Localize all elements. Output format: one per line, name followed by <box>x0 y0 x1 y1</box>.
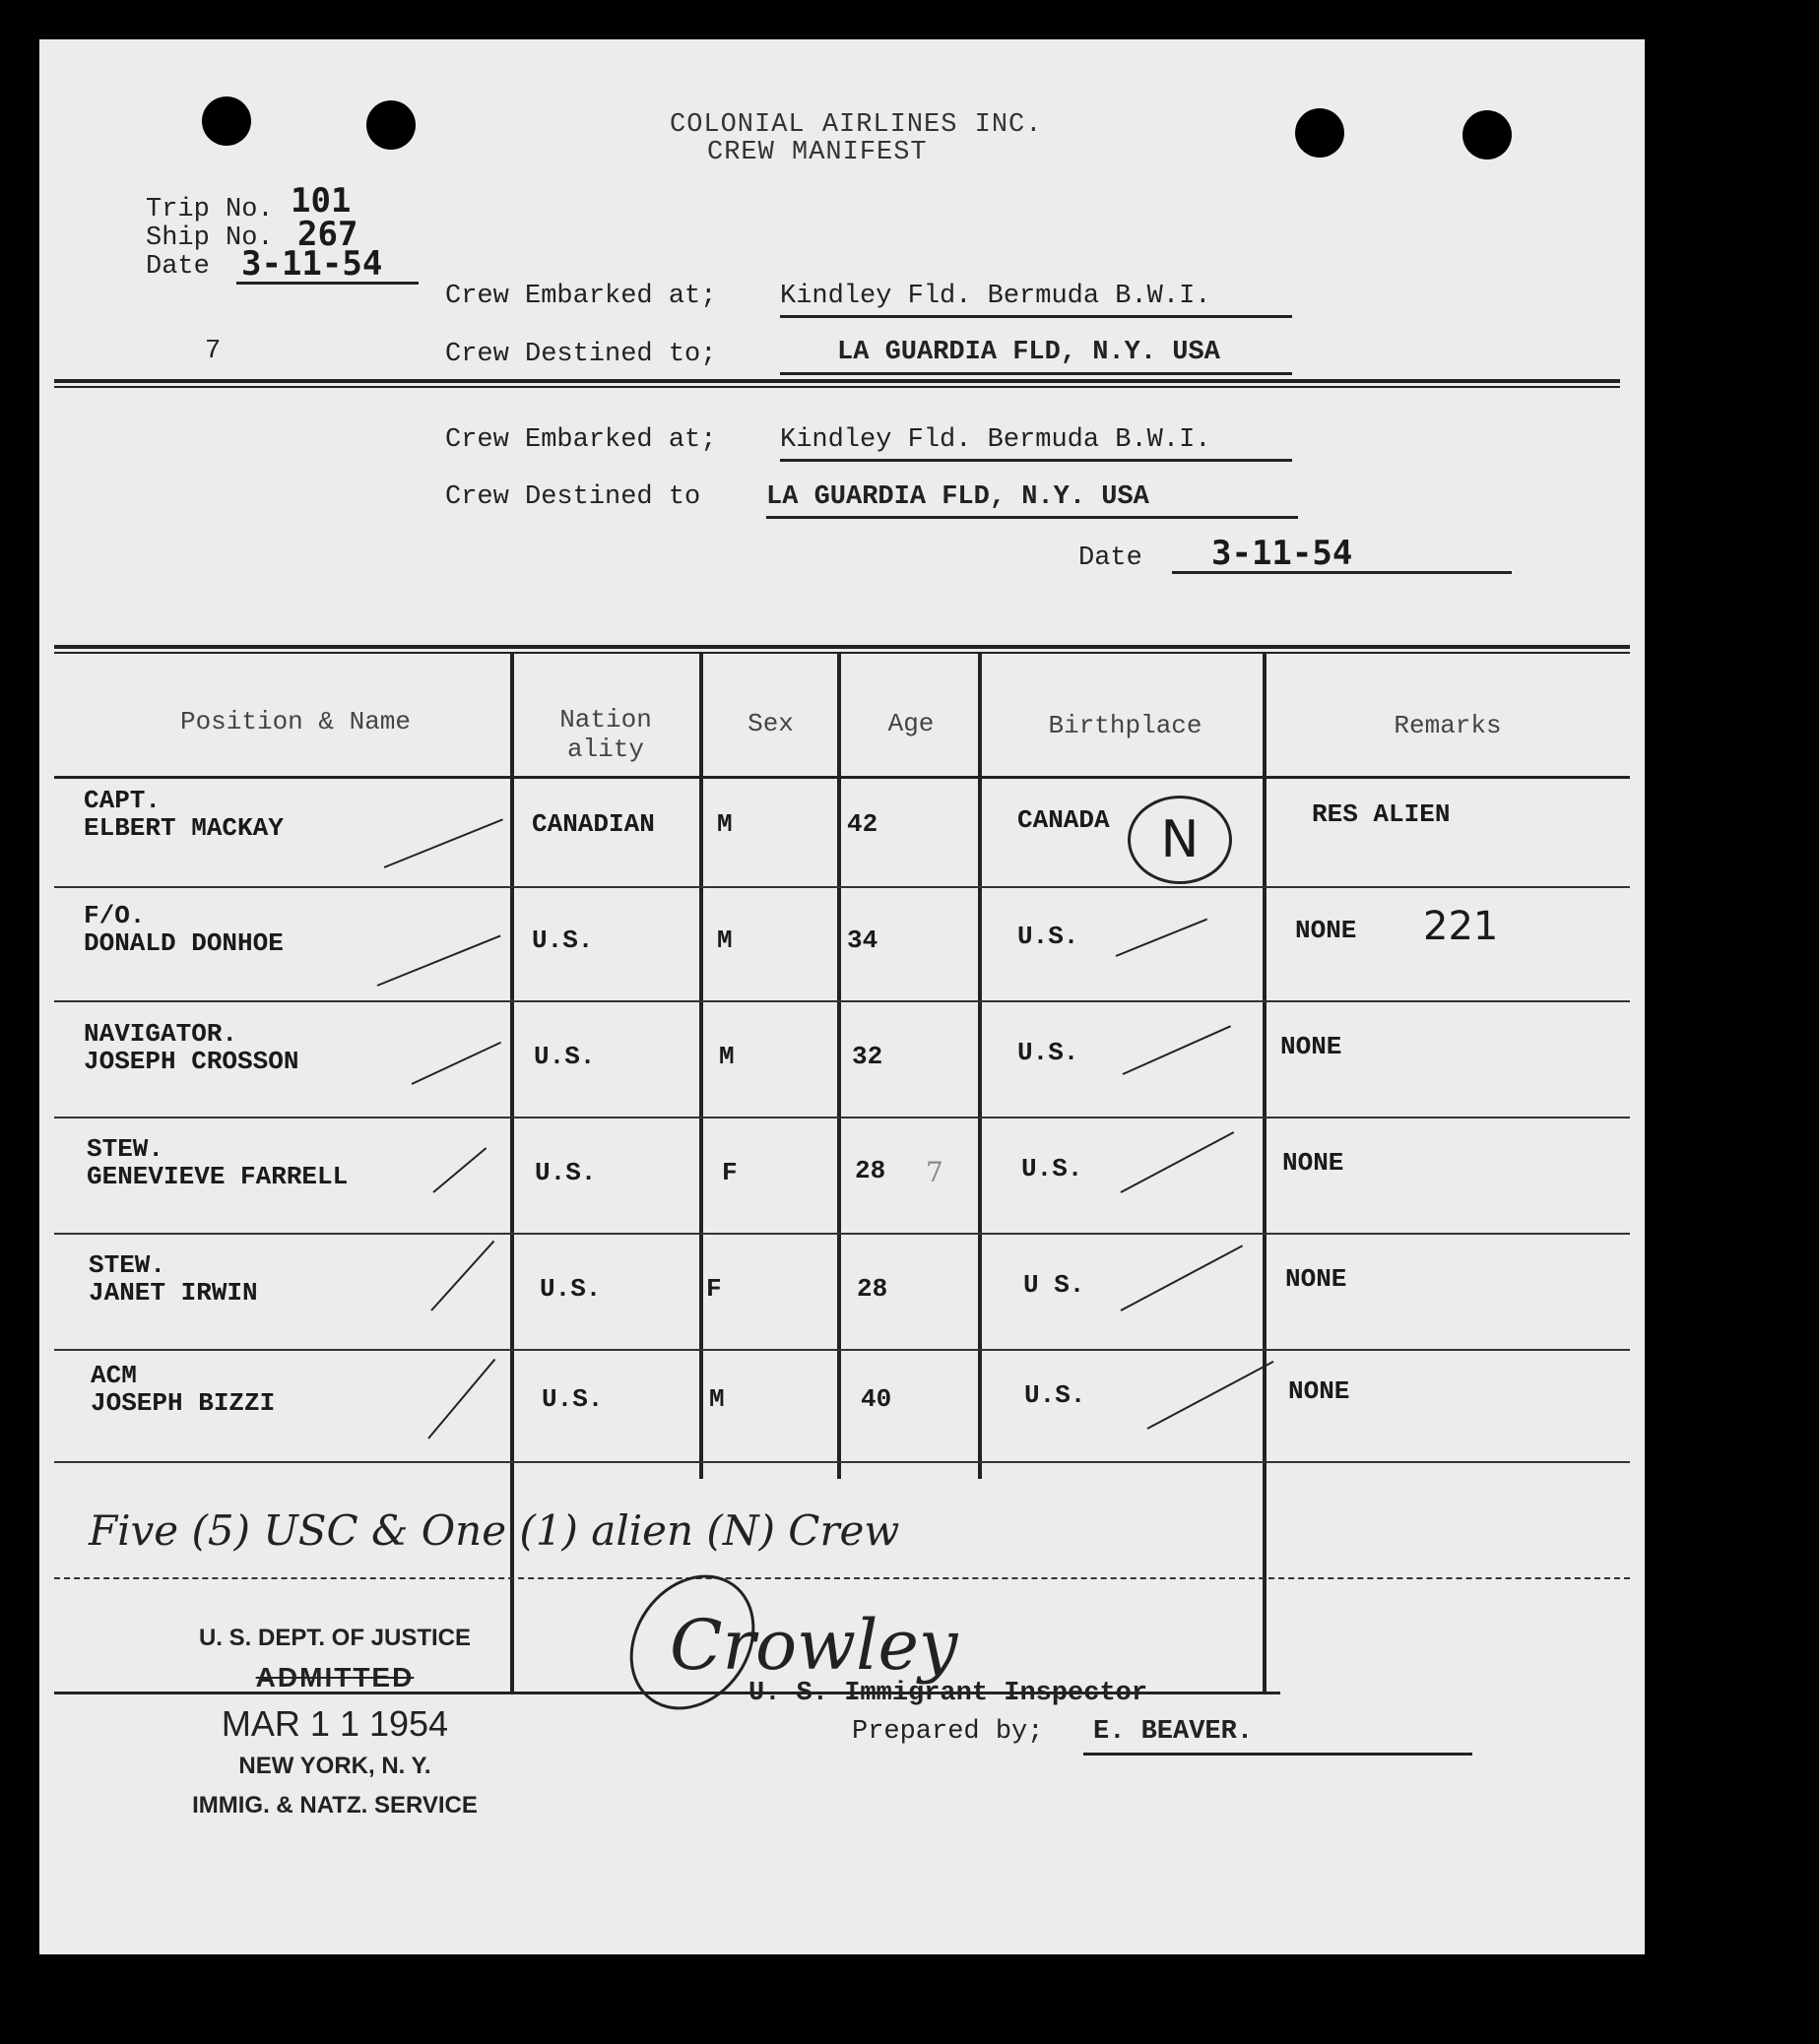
stamp-line-service: IMMIG. & NATZ. SERVICE <box>192 1792 478 1819</box>
trip-date-label: Date <box>146 252 210 282</box>
table-top-rule-2 <box>54 652 1630 654</box>
row-position: NAVIGATOR. <box>84 1019 238 1049</box>
row-remarks: NONE <box>1288 1376 1350 1406</box>
row-nationality: CANADIAN <box>532 809 655 839</box>
prepared-underline <box>1083 1753 1472 1756</box>
separator-rule-1 <box>54 379 1620 383</box>
trip-date: 3-11-54 <box>241 244 383 284</box>
col-header-nationality: Nation ality <box>559 705 652 764</box>
summary-divider <box>54 1577 1630 1579</box>
row-divider <box>54 1233 1630 1235</box>
row-position: CAPT. <box>84 786 162 815</box>
row-sex: M <box>709 1384 725 1414</box>
check-mark <box>1121 1131 1235 1193</box>
circled-n-text: N <box>1160 810 1200 869</box>
check-mark <box>384 818 503 868</box>
row-position: STEW. <box>89 1250 166 1280</box>
row-birthplace: U.S. <box>1021 1154 1083 1183</box>
punch-hole-1 <box>202 96 251 146</box>
prepared-by: E. BEAVER. <box>1093 1717 1254 1747</box>
row-position: STEW. <box>87 1134 164 1164</box>
trip-number: 101 <box>291 181 352 221</box>
row-handwritten-note: 221 <box>1423 904 1499 949</box>
ship-label: Ship No. <box>146 224 274 253</box>
row-nationality: U.S. <box>540 1274 602 1304</box>
page-mark: 7 <box>205 337 222 366</box>
destined-underline <box>766 516 1298 519</box>
main-date-underline <box>1172 571 1512 574</box>
col-header-position-name: Position & Name <box>179 707 412 736</box>
row-birthplace: U.S. <box>1024 1380 1086 1410</box>
row-sex: F <box>706 1274 722 1304</box>
row-name: JANET IRWIN <box>89 1278 258 1308</box>
ship-number: 267 <box>297 215 358 254</box>
inspector-signature: Crowley <box>670 1605 958 1686</box>
row-divider <box>54 886 1630 888</box>
col-header-age: Age <box>887 709 935 738</box>
top-destined-underline <box>780 372 1292 375</box>
row-divider <box>54 1117 1630 1118</box>
check-mark <box>430 1241 494 1311</box>
row-age: 40 <box>861 1384 892 1414</box>
check-mark <box>1147 1361 1274 1430</box>
header-bottom-rule <box>54 776 1630 779</box>
main-date-label: Date <box>1078 543 1142 573</box>
embarked-label: Crew Embarked at; <box>445 425 717 455</box>
row-age: 42 <box>847 809 878 839</box>
main-date: 3-11-54 <box>1211 534 1353 573</box>
check-mark <box>377 935 501 987</box>
punch-hole-2 <box>366 100 416 150</box>
manifest-title: CREW MANIFEST <box>707 138 928 167</box>
inspector-label: U. S. Immigrant Inspector <box>748 1679 1148 1708</box>
stamp-line-city: NEW YORK, N. Y. <box>238 1753 431 1779</box>
row-nationality: U.S. <box>534 1042 596 1071</box>
row-divider <box>54 1461 1630 1463</box>
row-divider <box>54 1349 1630 1351</box>
col-divider-5 <box>1263 652 1267 1693</box>
top-destined-label: Crew Destined to; <box>445 340 717 369</box>
top-destined-value: LA GUARDIA FLD, N.Y. USA <box>837 338 1220 367</box>
embarked-value: Kindley Fld. Bermuda B.W.I. <box>780 425 1211 455</box>
check-mark <box>1121 1245 1244 1310</box>
check-mark <box>412 1042 501 1085</box>
top-embarked-value: Kindley Fld. Bermuda B.W.I. <box>780 282 1211 311</box>
top-embarked-label: Crew Embarked at; <box>445 282 717 311</box>
row-age: 32 <box>852 1042 883 1071</box>
row-sex: F <box>722 1158 738 1187</box>
crew-summary-note: Five (5) USC & One (1) alien (N) Crew <box>89 1506 900 1555</box>
row-age: 28 <box>857 1274 888 1304</box>
check-mark <box>432 1147 487 1193</box>
check-mark <box>427 1359 495 1439</box>
row-sex: M <box>717 809 733 839</box>
company-name: COLONIAL AIRLINES INC. <box>670 110 1043 140</box>
punch-hole-4 <box>1462 110 1512 160</box>
destined-value: LA GUARDIA FLD, N.Y. USA <box>766 482 1149 512</box>
row-position: ACM <box>91 1361 137 1390</box>
check-mark <box>1116 919 1207 957</box>
stamp-line-dept: U. S. DEPT. OF JUSTICE <box>198 1625 472 1651</box>
destined-label: Crew Destined to <box>445 482 701 512</box>
row-remarks: RES ALIEN <box>1312 799 1451 829</box>
col-header-sex: Sex <box>747 709 794 738</box>
check-mark <box>1123 1025 1231 1075</box>
separator-rule-2 <box>54 386 1620 388</box>
manifest-page <box>39 39 1645 1954</box>
row-nationality: U.S. <box>542 1384 604 1414</box>
row-birthplace: U S. <box>1023 1270 1085 1300</box>
prepared-label: Prepared by; <box>852 1717 1044 1747</box>
row-birthplace: U.S. <box>1017 922 1079 951</box>
row-remarks: NONE <box>1295 916 1357 945</box>
row-birthplace: U.S. <box>1017 1038 1079 1067</box>
trip-label: Trip No. <box>146 195 274 224</box>
row-age: 34 <box>847 926 878 955</box>
row-sex: M <box>717 926 733 955</box>
row-name: GENEVIEVE FARRELL <box>87 1162 349 1191</box>
table-top-rule <box>54 645 1630 649</box>
punch-hole-3 <box>1295 108 1344 158</box>
top-embarked-underline <box>780 315 1292 318</box>
row-nationality: U.S. <box>532 926 594 955</box>
col-header-remarks: Remarks <box>1394 711 1502 740</box>
row-name: JOSEPH CROSSON <box>84 1047 299 1076</box>
row-remarks: NONE <box>1285 1264 1347 1294</box>
embarked-underline <box>780 459 1292 462</box>
circled-n-note <box>1128 796 1232 884</box>
trip-date-underline <box>236 282 419 285</box>
row-nationality: U.S. <box>535 1158 597 1187</box>
row-remarks: NONE <box>1280 1032 1342 1061</box>
stamp-line-admitted: ADMITTED <box>255 1662 415 1693</box>
row-age: 28 <box>855 1156 886 1185</box>
stamp-line-date: MAR 1 1 1954 <box>221 1703 449 1744</box>
row-age-note: 7 <box>926 1156 943 1188</box>
row-remarks: NONE <box>1282 1148 1344 1178</box>
row-birthplace: CANADA <box>1017 805 1110 835</box>
col-header-birthplace: Birthplace <box>1048 711 1202 740</box>
row-name: JOSEPH BIZZI <box>91 1388 276 1418</box>
row-name: ELBERT MACKAY <box>84 813 284 843</box>
row-divider <box>54 1000 1630 1002</box>
row-position: F/O. <box>84 901 146 930</box>
row-sex: M <box>719 1042 735 1071</box>
row-name: DONALD DONHOE <box>84 928 284 958</box>
